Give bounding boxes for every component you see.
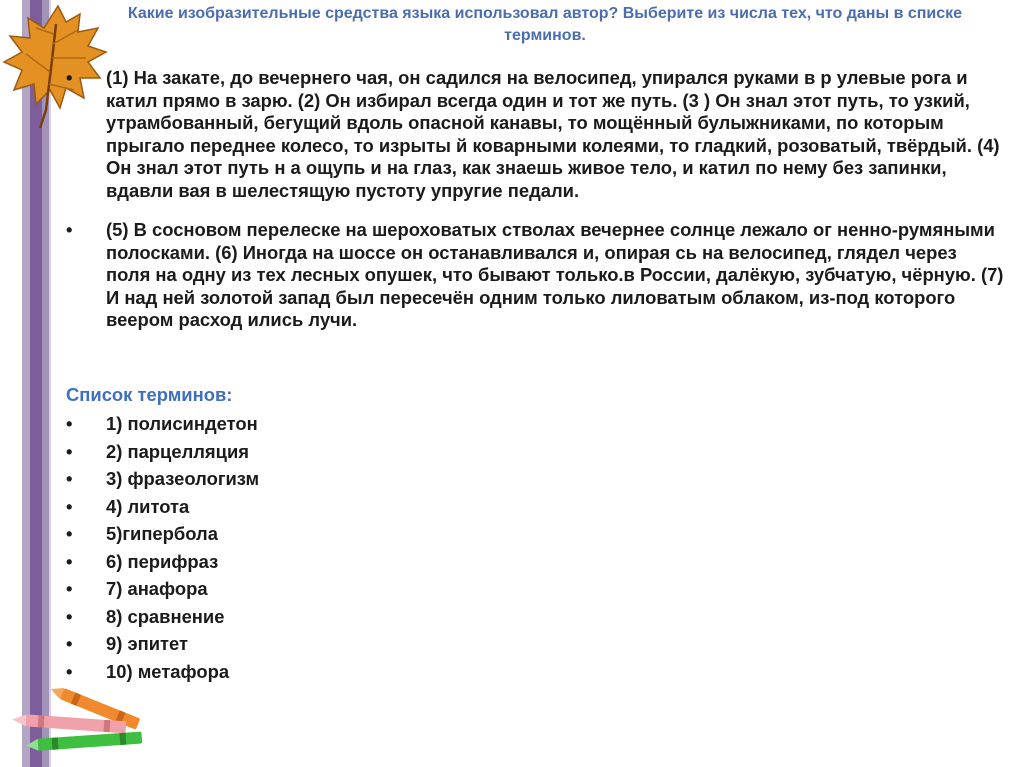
bullet: • [66, 578, 73, 599]
paragraph-text: (5) В сосновом перелеске на шероховатых стволах вечернее солнце лежало ог ненно-румяными полосками. (6) Иногда на шоссе он останавливался и, опирая сь на велосипед, глядел через поля на одну из тех лесных опушек, что бывают только.в России, далёкую, зубчатую, чёрную. (7) И над ней золотой запад был пересечён одним только лиловатым облаком, из-под которого веером расход ились лучи. [106, 219, 1004, 330]
term-label: 3) фразеологизм [106, 468, 260, 489]
paragraph-1 [66, 67, 1006, 202]
terms-list-title: Список терминов: [66, 384, 233, 405]
term-label: 10) метафора [106, 660, 230, 682]
list-item [66, 548, 259, 576]
list-item [66, 603, 259, 631]
list-item [66, 438, 259, 466]
crayons-icon [8, 684, 158, 754]
bullet: • [66, 550, 73, 572]
list-item [66, 493, 259, 521]
term-label: 1) полисиндетон [106, 413, 258, 434]
page-title: Какие изобразительные средства языка использовал автор? Выберите из числа тех, что даны в списке терминов. [127, 5, 963, 44]
term-label: 9) эпитет [106, 633, 189, 654]
list-item [66, 410, 259, 438]
list-item [66, 630, 259, 658]
paragraph-2 [66, 219, 1006, 332]
paragraph-text: (1) На закате, до вечернего чая, он садился на велосипед, упирался руками в р улевые рога и катил прямо в зарю. (2) Он избирал всегда один и тот же путь. (3 ) Он знал этот путь, то узкий, утрамбованный, бегущий вдоль опасной канавы, то мощённый булыжниками, по которым прыгало переднее колесо, то изрыты й коварными колеями, то гладкий, розоватый, твёрдый. (4) Он знал этот путь н а ощупь и на глаз, как знаешь живое тело, и катил по нему без запинки, вдавли вая в шелестящую пустоту упругие педали. [106, 67, 1000, 201]
bullet: • [66, 523, 73, 544]
list-item [66, 520, 259, 548]
term-label: 8) сравнение [106, 605, 225, 627]
terms-list [66, 410, 259, 685]
bullet: • [66, 413, 73, 434]
term-label: 6) перифраз [106, 550, 219, 572]
bullet: • [66, 495, 73, 517]
term-label: 2) парцелляция [106, 440, 250, 462]
bullet: • [66, 660, 73, 682]
term-label: 5)гипербола [106, 523, 218, 544]
list-item [66, 575, 259, 603]
bullet: • [66, 219, 73, 240]
term-label: 7) анафора [106, 578, 208, 599]
list-item [66, 465, 259, 493]
bullet: • [66, 633, 73, 654]
term-label: 4) литота [106, 495, 190, 517]
bullet: • [66, 468, 73, 489]
bullet: • [66, 605, 73, 627]
bullet: • [66, 440, 73, 462]
bullet: • [66, 67, 73, 88]
list-item [66, 658, 259, 686]
